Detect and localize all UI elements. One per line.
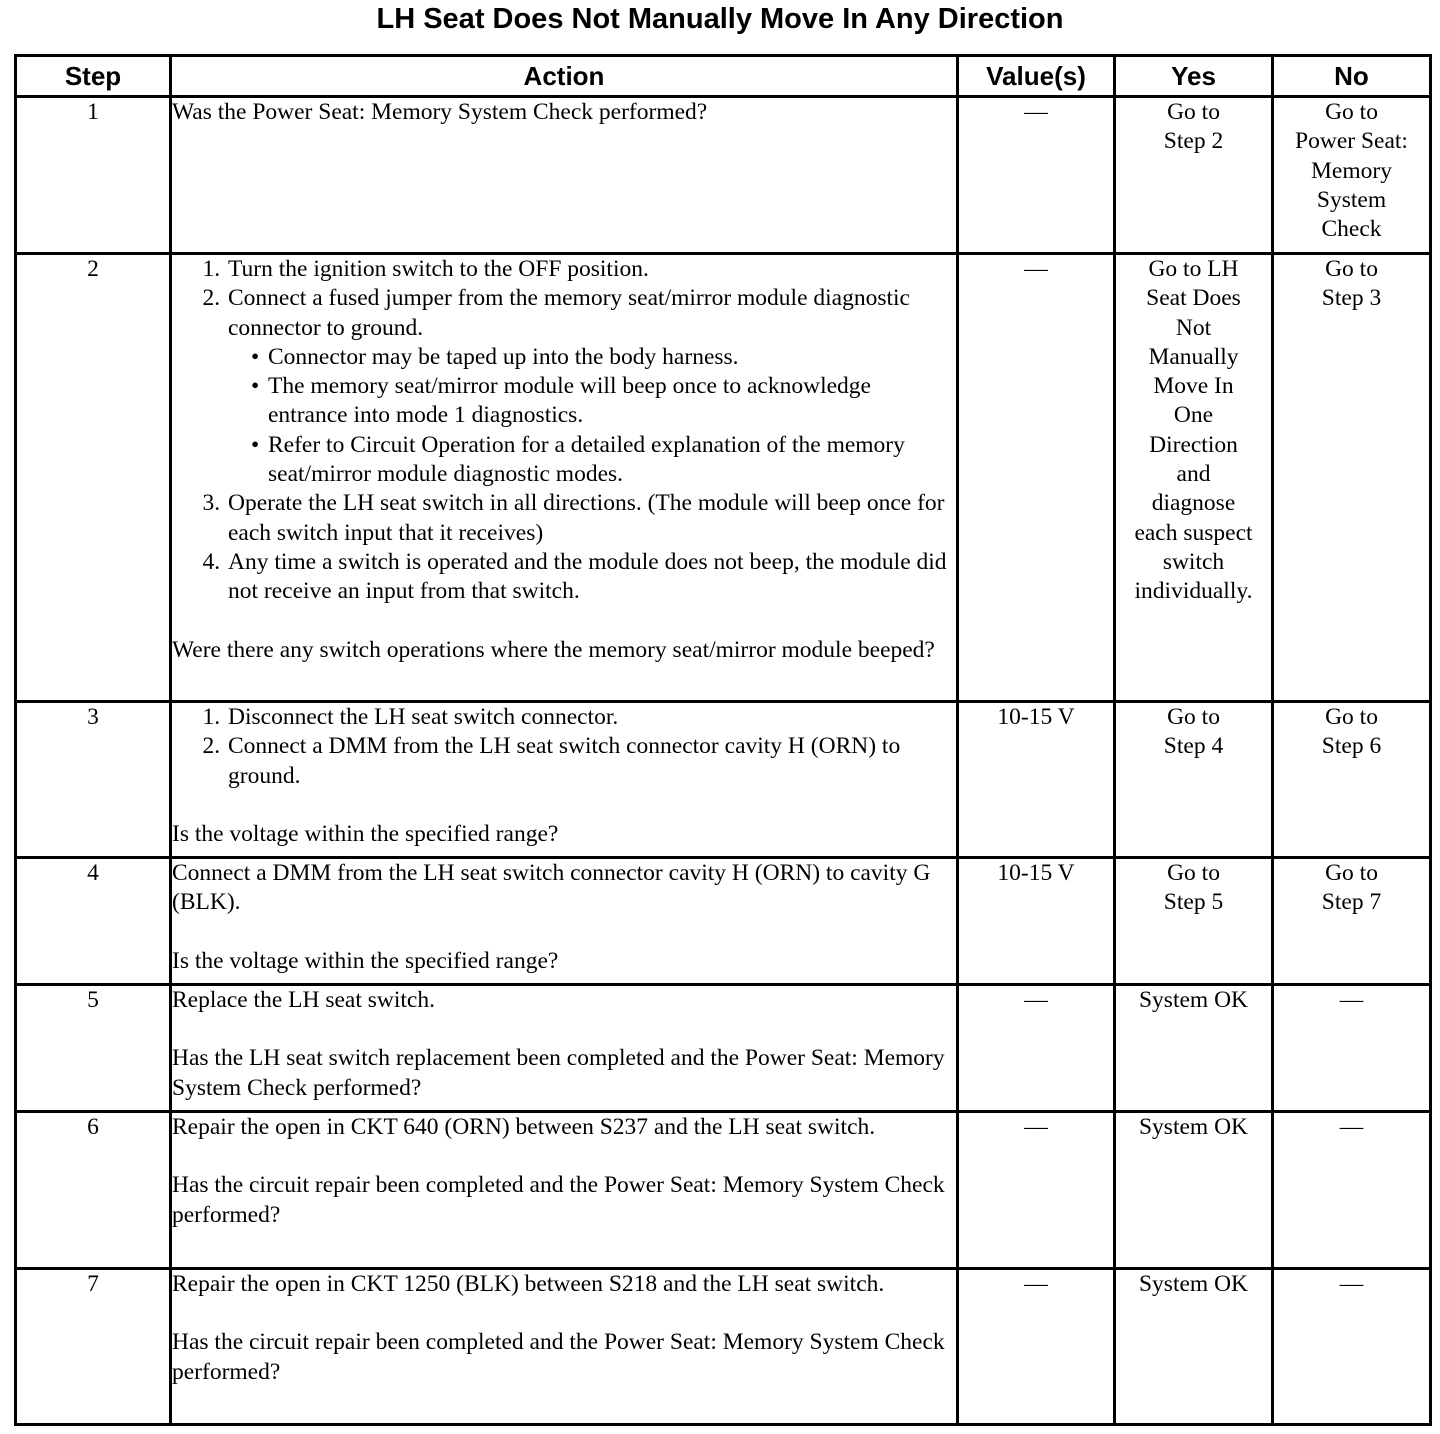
action-cell <box>171 985 958 1112</box>
value-cell: — <box>958 1269 1115 1425</box>
value-cell: — <box>958 1112 1115 1269</box>
header-yes: Yes <box>1115 56 1273 97</box>
sub-list <box>228 343 956 489</box>
value-cell: — <box>958 985 1115 1112</box>
yes-cell: Go to Step 2 <box>1115 97 1273 254</box>
value-cell: 10-15 V <box>958 702 1115 858</box>
spacer <box>172 918 956 947</box>
action-cell <box>171 858 958 985</box>
header-no: No <box>1273 56 1431 97</box>
table-row <box>16 97 1431 254</box>
header-row <box>16 56 1431 97</box>
spacer <box>172 1142 956 1171</box>
question-text: Has the LH seat switch replacement been completed and the Power Seat: Memory System Check performed? <box>172 1045 945 1101</box>
spacer <box>172 1015 956 1044</box>
question-text: Has the circuit repair been completed and the Power Seat: Memory System Check performed? <box>172 1172 945 1228</box>
value-cell: 10-15 V <box>958 858 1115 985</box>
question-text: Has the circuit repair been completed and the Power Seat: Memory System Check performed? <box>172 1329 945 1385</box>
procedure-item: 1. Disconnect the LH seat switch connector. <box>226 703 956 732</box>
step-number: 6 <box>16 1112 171 1269</box>
procedure-item <box>226 284 956 489</box>
spacer <box>172 791 956 820</box>
no-cell: — <box>1273 985 1431 1112</box>
action-text: Replace the LH seat switch. <box>172 987 435 1013</box>
no-cell: Go to Step 3 <box>1273 254 1431 702</box>
action-cell <box>171 1269 958 1425</box>
action-cell <box>171 97 958 254</box>
procedure-item-text: Connect a fused jumper from the memory seat/mirror module diagnostic connector to ground. <box>228 285 910 341</box>
header-value: Value(s) <box>958 56 1115 97</box>
question-text: Is the voltage within the specified range? <box>172 947 559 974</box>
no-cell: Go to Step 6 <box>1273 702 1431 858</box>
yes-cell: Go to Step 4 <box>1115 702 1273 858</box>
sub-item: • The memory seat/mirror module will beep once to acknowledge entrance into mode 1 diagnostics. <box>268 372 956 431</box>
sub-item: • Refer to Circuit Operation for a detailed explanation of the memory seat/mirror module diagnostic modes. <box>268 431 956 490</box>
table-row <box>16 985 1431 1112</box>
value-cell: — <box>958 97 1115 254</box>
procedure-item: 3. Operate the LH seat switch in all directions. (The module will beep once for each switch input that it receives) <box>226 489 956 548</box>
document-title: LH Seat Does Not Manually Move In Any Direction <box>376 3 1064 35</box>
procedure-list <box>172 255 956 607</box>
yes-cell: System OK <box>1115 1269 1273 1425</box>
question-text: Is the voltage within the specified range? <box>172 820 559 847</box>
spacer <box>172 1299 956 1328</box>
procedure-item: 4. Any time a switch is operated and the module does not beep, the module did not receive an input from that switch. <box>226 548 956 607</box>
action-cell <box>171 254 958 702</box>
procedure-list <box>172 703 956 791</box>
yes-cell: Go to LH Seat Does Not Manually Move In One Direction and diagnose each suspect switch individually. <box>1115 254 1273 702</box>
spacer <box>172 607 956 636</box>
action-text: Was the Power Seat: Memory System Check performed? <box>172 99 708 125</box>
step-number: 5 <box>16 985 171 1112</box>
table-row <box>16 1269 1431 1425</box>
yes-cell: System OK <box>1115 1112 1273 1269</box>
table-row <box>16 858 1431 985</box>
step-number: 4 <box>16 858 171 985</box>
action-cell <box>171 1112 958 1269</box>
procedure-item: 2. Connect a DMM from the LH seat switch connector cavity H (ORN) to ground. <box>226 732 956 791</box>
action-cell <box>171 702 958 858</box>
step-number: 7 <box>16 1269 171 1425</box>
action-text: Connect a DMM from the LH seat switch connector cavity H (ORN) to cavity G (BLK). <box>172 860 931 916</box>
action-text: Repair the open in CKT 640 (ORN) between S237 and the LH seat switch. <box>172 1114 876 1140</box>
question-text: Were there any switch operations where the memory seat/mirror module beeped? <box>172 636 935 663</box>
no-cell: Go to Power Seat: Memory System Check <box>1273 97 1431 254</box>
table-row <box>16 1112 1431 1269</box>
step-number: 2 <box>16 254 171 702</box>
diagnostic-table <box>14 54 1432 1426</box>
table-row <box>16 702 1431 858</box>
step-number: 3 <box>16 702 171 858</box>
no-cell: — <box>1273 1112 1431 1269</box>
no-cell: Go to Step 7 <box>1273 858 1431 985</box>
procedure-item: 1. Turn the ignition switch to the OFF position. <box>226 255 956 284</box>
header-step: Step <box>16 56 171 97</box>
yes-cell: Go to Step 5 <box>1115 858 1273 985</box>
table-row <box>16 254 1431 702</box>
no-cell: — <box>1273 1269 1431 1425</box>
sub-item: • Connector may be taped up into the body harness. <box>268 343 956 372</box>
header-action: Action <box>171 56 958 97</box>
yes-cell: System OK <box>1115 985 1273 1112</box>
value-cell: — <box>958 254 1115 702</box>
step-number: 1 <box>16 97 171 254</box>
action-text: Repair the open in CKT 1250 (BLK) between S218 and the LH seat switch. <box>172 1271 885 1297</box>
